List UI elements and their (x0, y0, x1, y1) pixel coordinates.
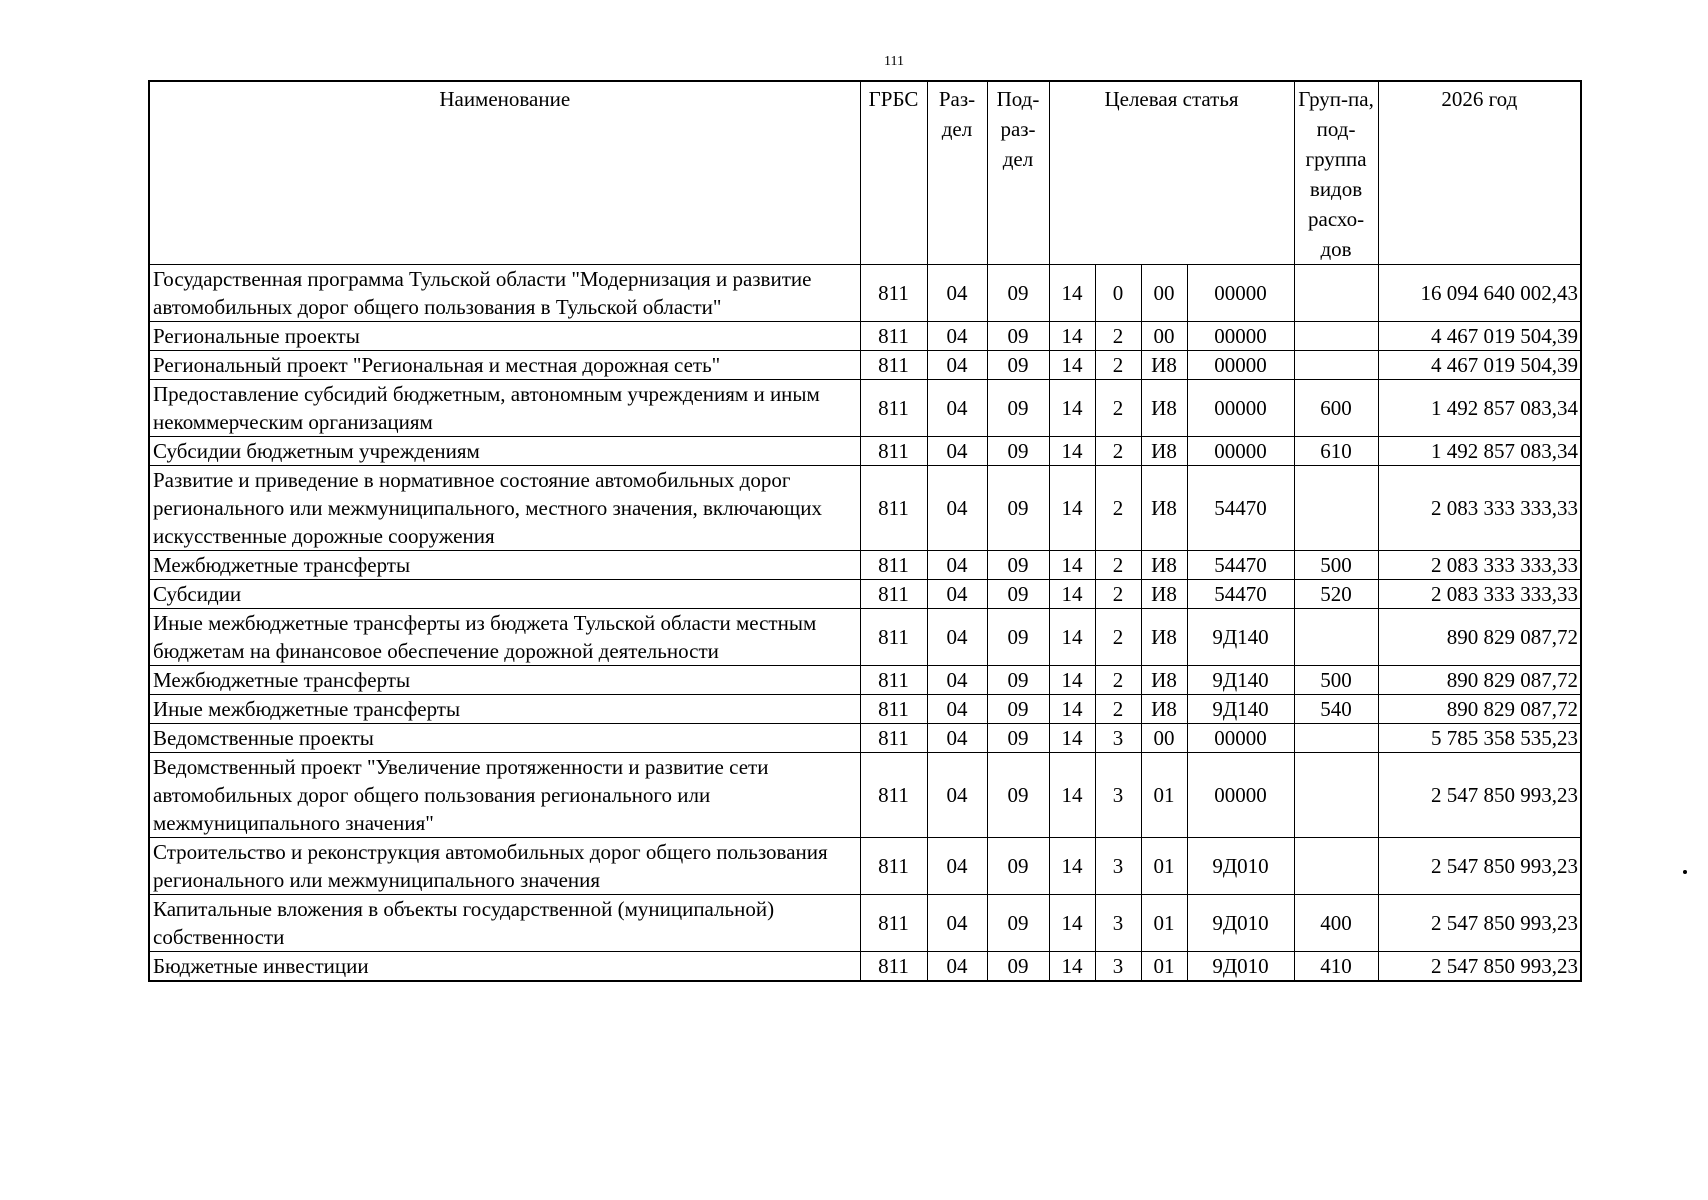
cell-razdel: 04 (927, 838, 987, 895)
cell-razdel: 04 (927, 609, 987, 666)
cell-target-subprogram: 2 (1095, 666, 1141, 695)
table-row (149, 838, 1581, 895)
cell-podrazdel: 09 (987, 838, 1049, 895)
cell-podrazdel: 09 (987, 380, 1049, 437)
cell-target-subprogram: 3 (1095, 952, 1141, 982)
table-body (149, 265, 1581, 982)
cell-target-program: 14 (1049, 895, 1095, 952)
cell-name: Ведомственный проект "Увеличение протяженности и развитие сети автомобильных дорог общего пользования регионального или межмуниципального значения" (149, 753, 860, 838)
cell-podrazdel: 09 (987, 351, 1049, 380)
cell-target-subprogram: 3 (1095, 753, 1141, 838)
cell-razdel: 04 (927, 724, 987, 753)
cell-name: Субсидии бюджетным учреждениям (149, 437, 860, 466)
cell-grbs: 811 (860, 609, 927, 666)
cell-target-program: 14 (1049, 351, 1095, 380)
cell-target-subprogram: 2 (1095, 609, 1141, 666)
cell-grbs: 811 (860, 380, 927, 437)
cell-name: Развитие и приведение в нормативное состояние автомобильных дорог регионального или межмуниципального, местного значения, включающих искусственные дорожные сооружения (149, 466, 860, 551)
cell-target-event: И8 (1141, 466, 1187, 551)
cell-target-event: 01 (1141, 895, 1187, 952)
cell-expense-group (1294, 609, 1378, 666)
cell-amount: 890 829 087,72 (1378, 695, 1581, 724)
cell-target-event: 01 (1141, 838, 1187, 895)
cell-target-subprogram: 0 (1095, 265, 1141, 322)
cell-razdel: 04 (927, 322, 987, 351)
table-row (149, 466, 1581, 551)
cell-target-program: 14 (1049, 724, 1095, 753)
scan-dot (1683, 870, 1687, 874)
header-year: 2026 год (1378, 81, 1581, 265)
cell-target-program: 14 (1049, 952, 1095, 982)
cell-target-direction: 00000 (1187, 351, 1294, 380)
budget-table (148, 80, 1582, 982)
cell-grbs: 811 (860, 838, 927, 895)
table-row (149, 351, 1581, 380)
cell-expense-group (1294, 351, 1378, 380)
cell-name: Ведомственные проекты (149, 724, 860, 753)
table-row (149, 551, 1581, 580)
table-header (149, 81, 1581, 265)
cell-target-program: 14 (1049, 380, 1095, 437)
cell-target-event: И8 (1141, 666, 1187, 695)
cell-name: Государственная программа Тульской области "Модернизация и развитие автомобильных дорог общего пользования в Тульской области" (149, 265, 860, 322)
cell-target-program: 14 (1049, 437, 1095, 466)
header-target: Целевая статья (1049, 81, 1294, 265)
cell-grbs: 811 (860, 724, 927, 753)
cell-target-subprogram: 2 (1095, 551, 1141, 580)
cell-podrazdel: 09 (987, 322, 1049, 351)
cell-amount: 2 547 850 993,23 (1378, 753, 1581, 838)
cell-target-program: 14 (1049, 666, 1095, 695)
cell-razdel: 04 (927, 437, 987, 466)
cell-amount: 2 547 850 993,23 (1378, 838, 1581, 895)
cell-target-subprogram: 2 (1095, 322, 1141, 351)
cell-grbs: 811 (860, 580, 927, 609)
cell-target-direction: 9Д010 (1187, 838, 1294, 895)
cell-amount: 2 547 850 993,23 (1378, 895, 1581, 952)
cell-name: Межбюджетные трансферты (149, 666, 860, 695)
cell-amount: 890 829 087,72 (1378, 609, 1581, 666)
cell-target-direction: 9Д140 (1187, 666, 1294, 695)
cell-expense-group: 410 (1294, 952, 1378, 982)
cell-target-program: 14 (1049, 695, 1095, 724)
cell-podrazdel: 09 (987, 666, 1049, 695)
cell-expense-group: 600 (1294, 380, 1378, 437)
cell-target-subprogram: 2 (1095, 380, 1141, 437)
cell-expense-group (1294, 753, 1378, 838)
table-row (149, 580, 1581, 609)
cell-target-direction: 00000 (1187, 322, 1294, 351)
cell-expense-group (1294, 724, 1378, 753)
cell-expense-group: 500 (1294, 551, 1378, 580)
cell-name: Иные межбюджетные трансферты из бюджета Тульской области местным бюджетам на финансовое обеспечение дорожной деятельности (149, 609, 860, 666)
cell-expense-group: 500 (1294, 666, 1378, 695)
cell-target-direction: 54470 (1187, 580, 1294, 609)
table-row (149, 724, 1581, 753)
cell-name: Бюджетные инвестиции (149, 952, 860, 982)
cell-target-direction: 9Д140 (1187, 609, 1294, 666)
cell-target-subprogram: 2 (1095, 351, 1141, 380)
cell-grbs: 811 (860, 895, 927, 952)
cell-expense-group: 400 (1294, 895, 1378, 952)
cell-target-program: 14 (1049, 580, 1095, 609)
cell-podrazdel: 09 (987, 466, 1049, 551)
cell-target-event: И8 (1141, 351, 1187, 380)
cell-amount: 16 094 640 002,43 (1378, 265, 1581, 322)
cell-razdel: 04 (927, 952, 987, 982)
cell-expense-group (1294, 466, 1378, 551)
cell-target-direction: 54470 (1187, 466, 1294, 551)
cell-name: Межбюджетные трансферты (149, 551, 860, 580)
cell-razdel: 04 (927, 895, 987, 952)
cell-target-program: 14 (1049, 265, 1095, 322)
cell-target-event: И8 (1141, 551, 1187, 580)
cell-amount: 890 829 087,72 (1378, 666, 1581, 695)
cell-expense-group (1294, 838, 1378, 895)
cell-podrazdel: 09 (987, 724, 1049, 753)
cell-grbs: 811 (860, 666, 927, 695)
table-row (149, 895, 1581, 952)
cell-grbs: 811 (860, 437, 927, 466)
cell-podrazdel: 09 (987, 952, 1049, 982)
cell-grbs: 811 (860, 466, 927, 551)
cell-name: Иные межбюджетные трансферты (149, 695, 860, 724)
table-row (149, 753, 1581, 838)
cell-name: Предоставление субсидий бюджетным, автономным учреждениям и иным некоммерческим организациям (149, 380, 860, 437)
table-row (149, 666, 1581, 695)
cell-amount: 2 083 333 333,33 (1378, 580, 1581, 609)
table-row (149, 952, 1581, 982)
cell-target-subprogram: 2 (1095, 695, 1141, 724)
cell-razdel: 04 (927, 695, 987, 724)
cell-target-event: 01 (1141, 753, 1187, 838)
cell-razdel: 04 (927, 351, 987, 380)
table-row (149, 437, 1581, 466)
cell-amount: 2 083 333 333,33 (1378, 551, 1581, 580)
cell-target-event: 00 (1141, 724, 1187, 753)
cell-target-direction: 9Д010 (1187, 952, 1294, 982)
cell-target-direction: 00000 (1187, 380, 1294, 437)
cell-target-event: 01 (1141, 952, 1187, 982)
cell-target-event: 00 (1141, 265, 1187, 322)
cell-target-direction: 00000 (1187, 437, 1294, 466)
cell-target-program: 14 (1049, 322, 1095, 351)
cell-amount: 2 083 333 333,33 (1378, 466, 1581, 551)
cell-target-subprogram: 3 (1095, 895, 1141, 952)
cell-target-direction: 9Д010 (1187, 895, 1294, 952)
cell-podrazdel: 09 (987, 695, 1049, 724)
cell-expense-group: 610 (1294, 437, 1378, 466)
header-grbs: ГРБС (860, 81, 927, 265)
cell-target-event: И8 (1141, 695, 1187, 724)
cell-amount: 4 467 019 504,39 (1378, 351, 1581, 380)
cell-razdel: 04 (927, 753, 987, 838)
cell-podrazdel: 09 (987, 437, 1049, 466)
cell-expense-group: 520 (1294, 580, 1378, 609)
header-razdel: Раз-дел (927, 81, 987, 265)
cell-target-event: И8 (1141, 437, 1187, 466)
cell-target-direction: 00000 (1187, 724, 1294, 753)
table-row (149, 695, 1581, 724)
cell-name: Строительство и реконструкция автомобильных дорог общего пользования регионального или межмуниципального значения (149, 838, 860, 895)
cell-target-direction: 00000 (1187, 753, 1294, 838)
cell-target-program: 14 (1049, 838, 1095, 895)
cell-target-program: 14 (1049, 466, 1095, 551)
table-row (149, 380, 1581, 437)
cell-name: Региональные проекты (149, 322, 860, 351)
cell-target-subprogram: 2 (1095, 580, 1141, 609)
cell-amount: 4 467 019 504,39 (1378, 322, 1581, 351)
cell-razdel: 04 (927, 580, 987, 609)
cell-podrazdel: 09 (987, 609, 1049, 666)
cell-grbs: 811 (860, 351, 927, 380)
cell-grbs: 811 (860, 322, 927, 351)
cell-target-program: 14 (1049, 609, 1095, 666)
header-name: Наименование (149, 81, 860, 265)
cell-target-event: 00 (1141, 322, 1187, 351)
cell-target-subprogram: 2 (1095, 437, 1141, 466)
cell-amount: 1 492 857 083,34 (1378, 380, 1581, 437)
cell-podrazdel: 09 (987, 580, 1049, 609)
page-number: 111 (884, 54, 904, 69)
cell-target-event: И8 (1141, 580, 1187, 609)
cell-name: Региональный проект "Региональная и местная дорожная сеть" (149, 351, 860, 380)
cell-razdel: 04 (927, 666, 987, 695)
cell-podrazdel: 09 (987, 551, 1049, 580)
cell-target-direction: 54470 (1187, 551, 1294, 580)
cell-grbs: 811 (860, 265, 927, 322)
cell-podrazdel: 09 (987, 895, 1049, 952)
cell-amount: 1 492 857 083,34 (1378, 437, 1581, 466)
cell-target-event: И8 (1141, 380, 1187, 437)
cell-expense-group (1294, 265, 1378, 322)
cell-razdel: 04 (927, 551, 987, 580)
cell-name: Капитальные вложения в объекты государственной (муниципальной) собственности (149, 895, 860, 952)
cell-target-subprogram: 3 (1095, 724, 1141, 753)
cell-expense-group: 540 (1294, 695, 1378, 724)
cell-name: Субсидии (149, 580, 860, 609)
cell-target-program: 14 (1049, 753, 1095, 838)
cell-podrazdel: 09 (987, 265, 1049, 322)
header-podrazdel: Под-раз-дел (987, 81, 1049, 265)
cell-razdel: 04 (927, 466, 987, 551)
cell-target-event: И8 (1141, 609, 1187, 666)
cell-grbs: 811 (860, 753, 927, 838)
table-row (149, 265, 1581, 322)
cell-razdel: 04 (927, 265, 987, 322)
table-row (149, 322, 1581, 351)
cell-razdel: 04 (927, 380, 987, 437)
cell-amount: 2 547 850 993,23 (1378, 952, 1581, 982)
header-group: Груп-па, под-группа видов расхо-дов (1294, 81, 1378, 265)
cell-amount: 5 785 358 535,23 (1378, 724, 1581, 753)
cell-expense-group (1294, 322, 1378, 351)
cell-target-subprogram: 2 (1095, 466, 1141, 551)
cell-grbs: 811 (860, 551, 927, 580)
cell-target-program: 14 (1049, 551, 1095, 580)
cell-grbs: 811 (860, 695, 927, 724)
cell-target-direction: 9Д140 (1187, 695, 1294, 724)
table-row (149, 609, 1581, 666)
cell-target-subprogram: 3 (1095, 838, 1141, 895)
cell-target-direction: 00000 (1187, 265, 1294, 322)
cell-grbs: 811 (860, 952, 927, 982)
cell-podrazdel: 09 (987, 753, 1049, 838)
